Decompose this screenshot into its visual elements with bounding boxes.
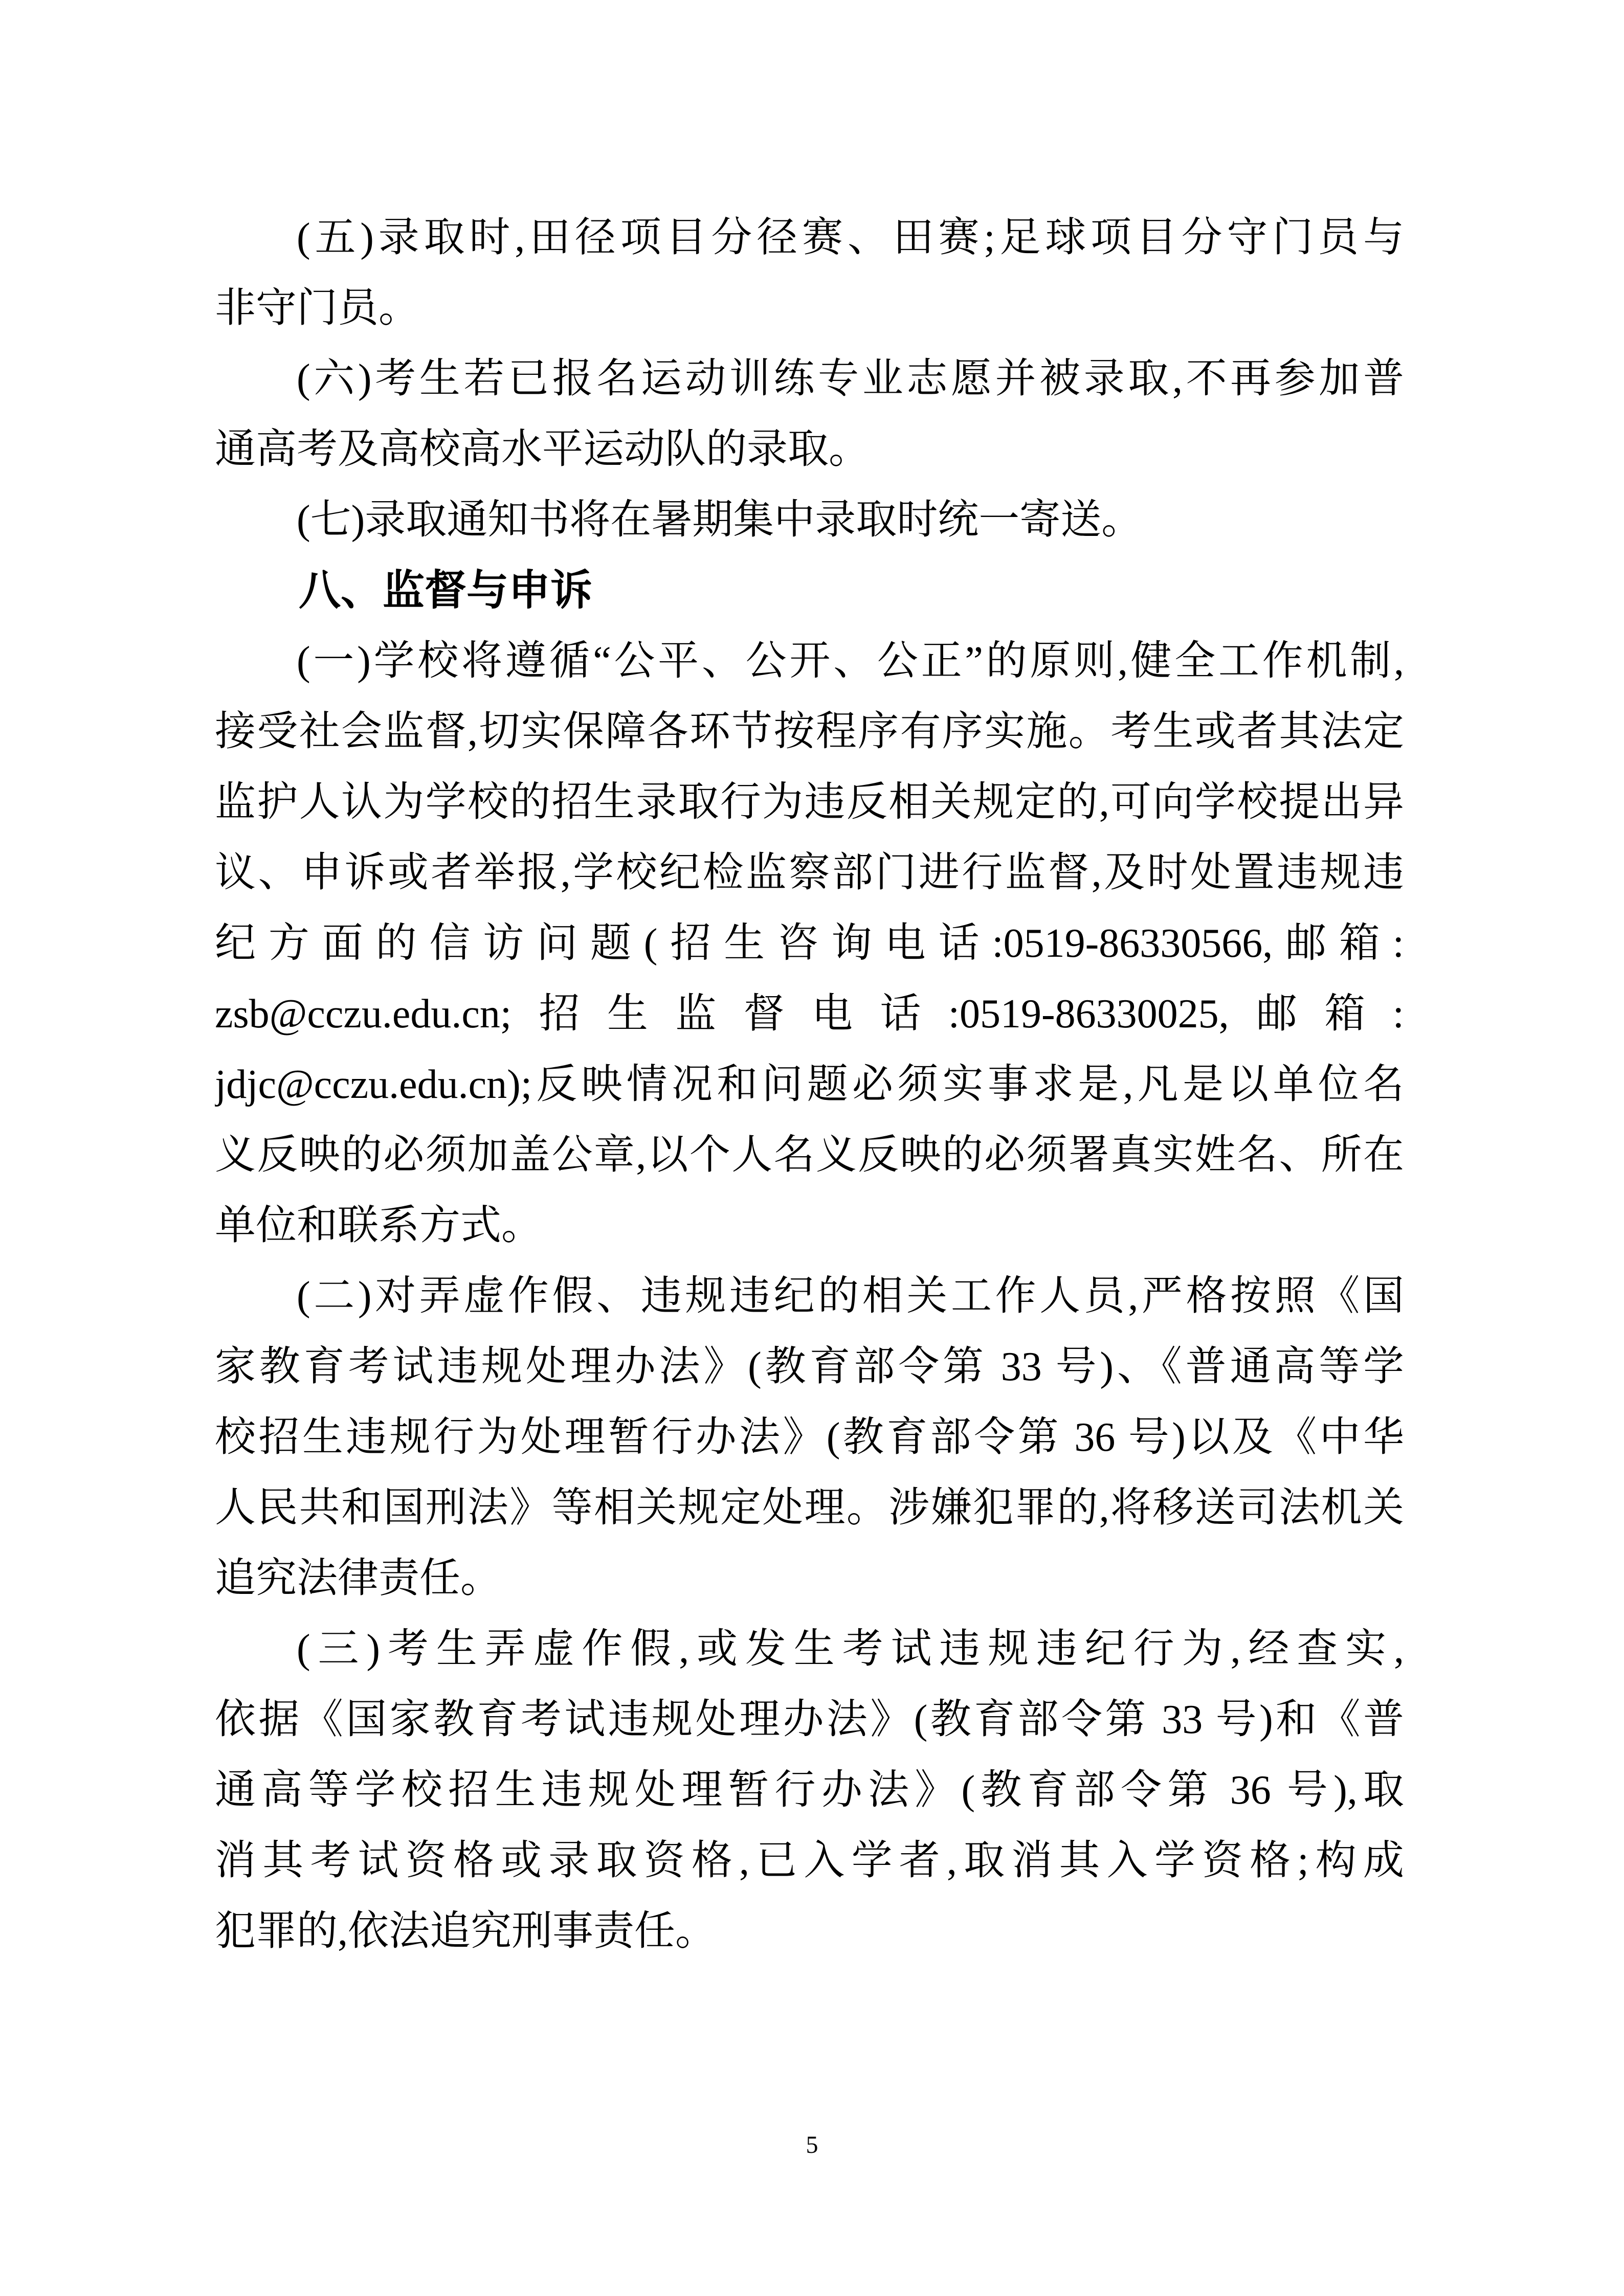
section-heading: 八、监督与申诉 xyxy=(299,567,593,614)
paragraph-line: 通高等学校招生违规处理暂行办法》(教育部令第 36 号),取 xyxy=(215,1768,1404,1813)
paragraph-line: 接受社会监督,切实保障各环节按程序有序实施。考生或者其法定 xyxy=(215,709,1404,754)
paragraph-line: zsb@cczu.edu.cn;招生监督电话:0519-86330025,邮箱: xyxy=(215,992,1404,1037)
paragraph-line: (六)考生若已报名运动训练专业志愿并被录取,不再参加普 xyxy=(297,356,1404,401)
paragraph-line: 追究法律责任。 xyxy=(215,1556,501,1601)
paragraph-line: 纪方面的信访问题(招生咨询电话:0519-86330566,邮箱: xyxy=(215,921,1404,966)
page-number: 5 xyxy=(806,2131,818,2158)
paragraph-line: 议、申诉或者举报,学校纪检监察部门进行监督,及时处置违规违 xyxy=(215,850,1404,895)
paragraph-line: 通高考及高校高水平运动队的录取。 xyxy=(215,427,870,472)
paragraph-line: 校招生违规行为处理暂行办法》(教育部令第 36 号)以及《中华 xyxy=(215,1415,1404,1460)
paragraph-line: 监护人认为学校的招生录取行为违反相关规定的,可向学校提出异 xyxy=(215,780,1404,825)
paragraph-line: 非守门员。 xyxy=(215,286,419,331)
paragraph-line: 义反映的必须加盖公章,以个人名义反映的必须署真实姓名、所在 xyxy=(215,1133,1404,1178)
paragraph-line: (五)录取时,田径项目分径赛、田赛;足球项目分守门员与 xyxy=(297,215,1404,260)
paragraph-line: 犯罪的,依法追究刑事责任。 xyxy=(215,1909,716,1954)
paragraph-line: 家教育考试违规处理办法》(教育部令第 33 号)、《普通高等学 xyxy=(215,1344,1404,1389)
paragraph-line: (三)考生弄虚作假,或发生考试违规违纪行为,经查实, xyxy=(297,1627,1404,1672)
paragraph-line: 消其考试资格或录取资格,已入学者,取消其入学资格;构成 xyxy=(215,1838,1404,1883)
paragraph-line: 依据《国家教育考试违规处理办法》(教育部令第 33 号)和《普 xyxy=(215,1697,1404,1742)
paragraph-line: 单位和联系方式。 xyxy=(215,1203,542,1248)
paragraph-line: (七)录取通知书将在暑期集中录取时统一寄送。 xyxy=(297,498,1143,543)
paragraph-line: (二)对弄虚作假、违规违纪的相关工作人员,严格按照《国 xyxy=(297,1274,1404,1319)
paragraph-line: 人民共和国刑法》等相关规定处理。涉嫌犯罪的,将移送司法机关 xyxy=(215,1485,1404,1530)
text-content xyxy=(215,202,1404,1967)
paragraph-line: jdjc@cczu.edu.cn);反映情况和问题必须实事求是,凡是以单位名 xyxy=(215,1062,1404,1107)
paragraph-line: (一)学校将遵循“公平、公开、公正”的原则,健全工作机制, xyxy=(297,639,1404,684)
